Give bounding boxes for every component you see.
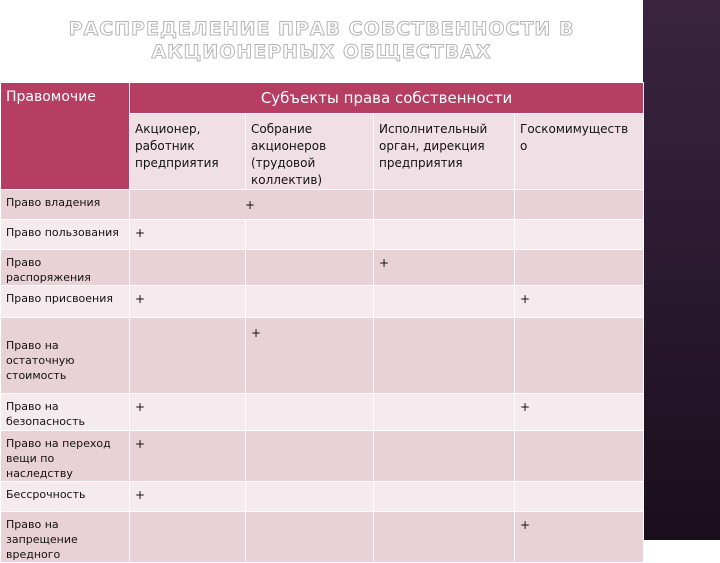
mark-cell: +	[374, 250, 515, 286]
title-line-1: РАСПРЕДЕЛЕНИЕ ПРАВ СОБСТВЕННОСТИ В	[68, 18, 575, 40]
table-row	[1, 190, 644, 220]
row-label: Право пользования	[1, 220, 130, 250]
row-label: Право на переход вещи по наследству	[1, 431, 130, 482]
mark-cell	[515, 318, 644, 394]
header-pravomochie: Правомочие	[1, 83, 130, 190]
mark-cell	[246, 250, 374, 286]
row-label: Бессрочность	[1, 482, 130, 512]
mark-cell: +	[130, 482, 246, 512]
subject-state-property: Госкомимуществ о	[515, 114, 644, 190]
mark-cell	[246, 431, 374, 482]
mark-cell	[374, 220, 515, 250]
header-subjects: Субъекты права собственности	[130, 83, 644, 114]
mark-cell: +	[130, 394, 246, 431]
row-label: Право на остаточную стоимость	[1, 318, 130, 394]
mark-cell	[515, 220, 644, 250]
subject-shareholder: Акционер, работник предприятия	[130, 114, 246, 190]
mark-cell: +	[130, 431, 246, 482]
title-line-2: АКЦИОНЕРНЫХ ОБЩЕСТВАХ	[151, 41, 492, 63]
mark-cell: +	[515, 394, 644, 431]
mark-cell	[374, 190, 515, 220]
mark-cell	[130, 250, 246, 286]
table-row	[1, 250, 644, 286]
decorative-side-band	[643, 0, 720, 540]
table-row	[1, 318, 644, 394]
mark-cell	[246, 394, 374, 431]
ownership-rights-table	[0, 82, 644, 563]
row-label: Право распоряжения	[1, 250, 130, 286]
subject-executive: Исполнительный орган, дирекция предприятия	[374, 114, 515, 190]
mark-cell: +	[130, 190, 374, 220]
mark-cell: +	[130, 286, 246, 318]
mark-cell: +	[515, 512, 644, 563]
mark-cell	[515, 190, 644, 220]
slide-title	[0, 18, 643, 64]
mark-cell: +	[246, 318, 374, 394]
mark-cell	[246, 512, 374, 563]
mark-cell	[374, 431, 515, 482]
table-row	[1, 431, 644, 482]
mark-cell	[374, 286, 515, 318]
row-label: Право присвоения	[1, 286, 130, 318]
mark-cell: +	[515, 286, 644, 318]
mark-cell	[130, 512, 246, 563]
mark-cell	[515, 431, 644, 482]
table-row	[1, 220, 644, 250]
mark-cell	[246, 220, 374, 250]
mark-cell	[374, 318, 515, 394]
subject-meeting: Собрание акционеров (трудовой коллектив)	[246, 114, 374, 190]
mark-cell	[515, 250, 644, 286]
mark-cell: +	[130, 220, 246, 250]
table-row	[1, 394, 644, 431]
row-label: Право на безопасность	[1, 394, 130, 431]
mark-cell	[246, 482, 374, 512]
table-row	[1, 286, 644, 318]
table-row	[1, 482, 644, 512]
mark-cell	[515, 482, 644, 512]
mark-cell	[374, 482, 515, 512]
row-label: Право на запрещение вредного	[1, 512, 130, 563]
mark-cell	[374, 394, 515, 431]
row-label: Право владения	[1, 190, 130, 220]
mark-cell	[246, 286, 374, 318]
mark-cell	[130, 318, 246, 394]
mark-cell	[374, 512, 515, 563]
table-row	[1, 512, 644, 563]
